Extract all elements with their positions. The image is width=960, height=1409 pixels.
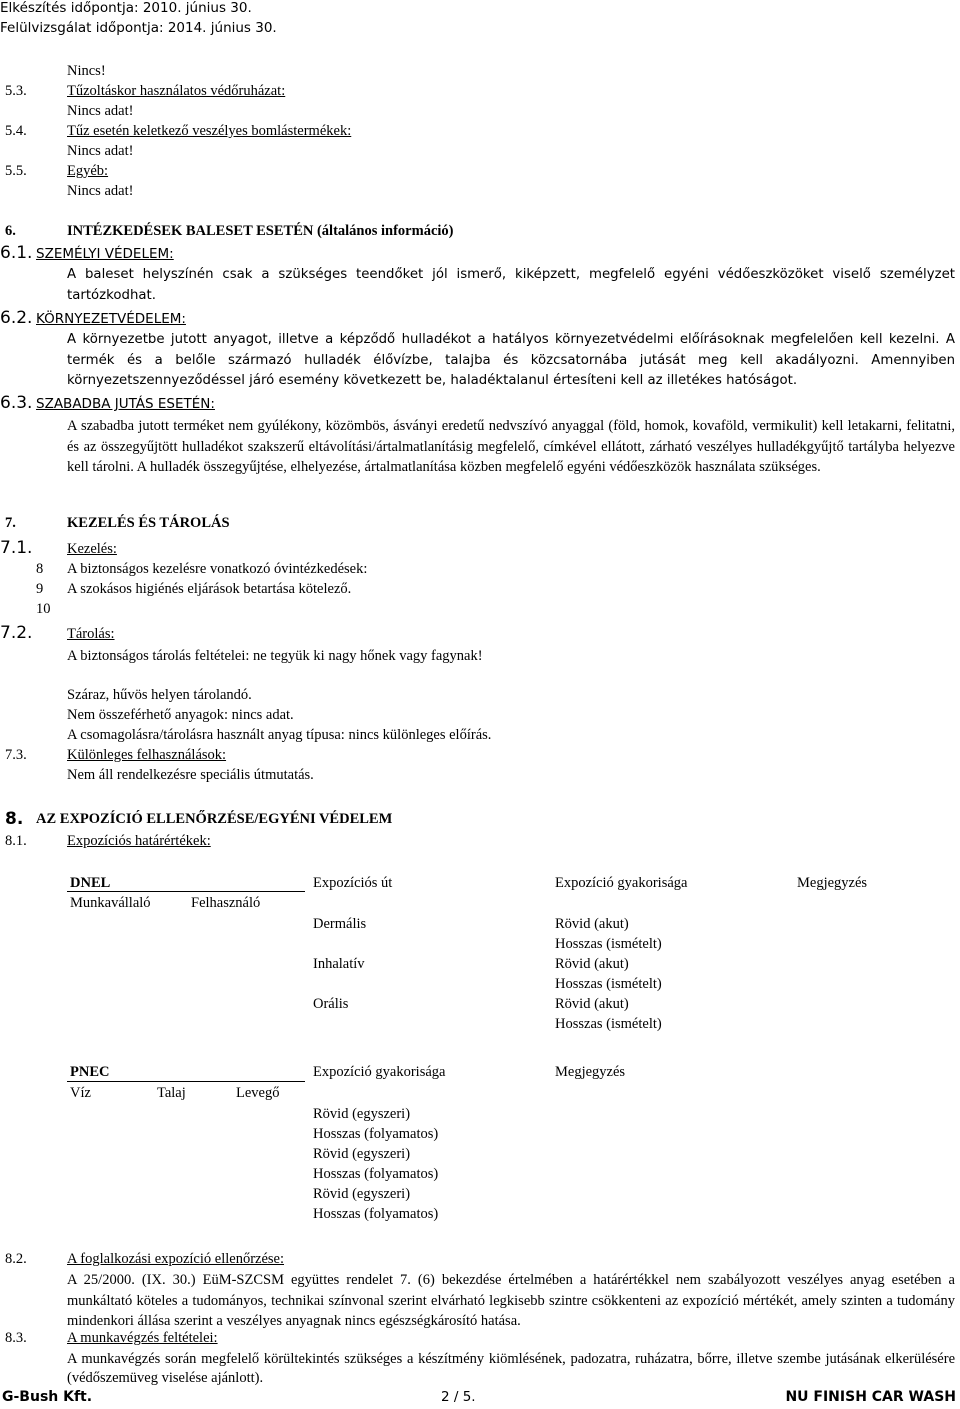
- pnec-sub-soil: Talaj: [157, 1085, 186, 1101]
- pnec-frequency-short: Rövid (egyszeri): [313, 1146, 411, 1162]
- s6-2-title: KÖRNYEZETVÉDELEM:: [36, 311, 186, 327]
- s5-4-number: 5.4.: [5, 123, 27, 139]
- s7-title: KEZELÉS ÉS TÁROLÁS: [67, 515, 230, 531]
- s7-number: 7.: [5, 515, 16, 531]
- s5-5-number: 5.5.: [5, 163, 27, 179]
- s7-1-number: 7.1.: [0, 538, 33, 558]
- s7-2-line4: A csomagolásra/tárolásra használt anyag típusa: nincs különleges előírás.: [67, 727, 492, 743]
- dnel-frequency-short: Rövid (akut): [555, 956, 629, 972]
- s7-2-title: Tárolás:: [67, 626, 115, 642]
- pnec-frequency-short: Rövid (egyszeri): [313, 1106, 411, 1122]
- s7-3-number: 7.3.: [5, 747, 27, 763]
- dnel-frequency-long: Hosszas (ismételt): [555, 1016, 662, 1032]
- footer-company: G-Bush Kft.: [2, 1389, 93, 1405]
- s7-2-line1: A biztonságos tárolás feltételei: ne tegyük ki nagy hőnek vagy fagynak!: [67, 648, 483, 664]
- s7-3-text: Nem áll rendelkezésre speciális útmutatás.: [67, 767, 314, 783]
- s8-3-number: 8.3.: [5, 1330, 27, 1346]
- s5-5-title: Egyéb:: [67, 163, 109, 179]
- s5-5-value: Nincs adat!: [67, 183, 134, 199]
- dnel-col-route: Expozíciós út: [313, 875, 393, 891]
- s6-1-text: A baleset helyszínén csak a szükséges teendőket jól ismerő, kiképzett, megfelelő egyéni védőeszközöket viselő személyzet tartózkodhat.: [67, 267, 955, 303]
- s6-1-title: SZEMÉLYI VÉDELEM:: [36, 246, 174, 262]
- pnec-sub-air: Levegő: [236, 1085, 280, 1101]
- revised-date: Felülvizsgálat időpontja: 2014. június 30.: [0, 20, 277, 36]
- s6-3-title: SZABADBA JUTÁS ESETÉN:: [36, 396, 215, 412]
- s7-2-line2: Száraz, hűvös helyen tárolandó.: [67, 687, 252, 703]
- s7-1-line-number: 10: [36, 601, 51, 617]
- dnel-route: Inhalatív: [313, 956, 365, 972]
- footer-page-number: 2 / 5.: [441, 1389, 476, 1405]
- s8-2-title: A foglalkozási expozíció ellenőrzése:: [67, 1251, 285, 1267]
- s7-2-number: 7.2.: [0, 623, 33, 643]
- s8-3-title: A munkavégzés feltételei:: [67, 1330, 218, 1346]
- s6-2-text: A környezetbe jutott anyagot, illetve a képződő hulladékot a hatályos környezetvédelmi előírásoknak megfelelően kell kezelni. A termék és a belőle származó hulladék élővízbe, talajba és közcsatornába jutását meg kell akadályozni. Amennyiben környezetszennyeződéssel járó esemény következett be, haladéktalanul értesíteni kell az illetékes hatóságot.: [67, 332, 955, 389]
- s5-4-value: Nincs adat!: [67, 143, 134, 159]
- pnec-title: PNEC: [70, 1064, 110, 1080]
- s7-2-line3: Nem összeférhető anyagok: nincs adat.: [67, 707, 294, 723]
- dnel-sub-worker: Munkavállaló: [70, 895, 151, 911]
- s7-1-line: A szokásos higiénés eljárások betartása kötelező.: [67, 581, 352, 597]
- pnec-frequency-long: Hosszas (folyamatos): [313, 1166, 439, 1182]
- dnel-route: Orális: [313, 996, 349, 1012]
- dnel-frequency-short: Rövid (akut): [555, 996, 629, 1012]
- s8-1-title: Expozíciós határértékek:: [67, 833, 211, 849]
- created-date: Elkészítés időpontja: 2010. június 30.: [0, 0, 252, 16]
- s6-1-number: 6.1.: [0, 243, 33, 263]
- dnel-col-note: Megjegyzés: [797, 875, 868, 891]
- s7-1-line-number: 9: [36, 581, 44, 597]
- s5-3-number: 5.3.: [5, 83, 27, 99]
- dnel-frequency-short: Rövid (akut): [555, 916, 629, 932]
- s5-first-line: Nincs!: [67, 63, 106, 79]
- s5-3-value: Nincs adat!: [67, 103, 134, 119]
- pnec-frequency-long: Hosszas (folyamatos): [313, 1206, 439, 1222]
- s7-3-title: Különleges felhasználások:: [67, 747, 227, 763]
- pnec-sub-water: Víz: [70, 1085, 91, 1101]
- s7-1-line: A biztonságos kezelésre vonatkozó óvintézkedések:: [67, 561, 368, 577]
- dnel-frequency-long: Hosszas (ismételt): [555, 936, 662, 952]
- dnel-title: DNEL: [70, 875, 111, 891]
- dnel-sub-user: Felhasználó: [191, 895, 261, 911]
- s8-number: 8.: [5, 809, 24, 829]
- s6-3-number: 6.3.: [0, 393, 33, 413]
- s6-2-number: 6.2.: [0, 308, 33, 328]
- pnec-frequency-short: Rövid (egyszeri): [313, 1186, 411, 1202]
- pnec-col-frequency: Expozíció gyakorisága: [313, 1064, 446, 1080]
- s8-title: AZ EXPOZÍCIÓ ELLENŐRZÉSE/EGYÉNI VÉDELEM: [36, 811, 393, 827]
- dnel-route: Dermális: [313, 916, 367, 932]
- s6-3-text: A szabadba jutott terméket nem gyúlékony, közömbös, ásványi eredetű nedvszívó anyaggal (föld, homok, kovaföld, vermikulit) kell letakarni, felitatni, és az összegyűjtött hulladékot szakszerű eltávolítási/ártalmatlanításig megfelelő, címkével ellátott, zárható veszélyes hulladékgyűjtő tartályba helyezve kell tárolni. A hulladék összegyűjtése, elhelyezése, ártalmatlanítása közben megfelelő egyéni védőeszközök használata szükséges.: [67, 418, 955, 475]
- s8-3-text: A munkavégzés során megfelelő körültekintés szükséges a készítmény kiömlésének, padozatra, ruházatra, bőrre, illetve szembe jutásának elkerülésére (védőszemüveg viselése ajánlott).: [67, 1351, 955, 1386]
- pnec-divider: [67, 1081, 305, 1082]
- pnec-frequency-long: Hosszas (folyamatos): [313, 1126, 439, 1142]
- footer-product: NU FINISH CAR WASH: [785, 1389, 956, 1405]
- s6-number: 6.: [5, 223, 16, 239]
- dnel-divider: [67, 891, 305, 892]
- s7-1-line-number: 8: [36, 561, 44, 577]
- s6-title: INTÉZKEDÉSEK BALESET ESETÉN (általános információ): [67, 223, 454, 239]
- dnel-col-frequency: Expozíció gyakorisága: [555, 875, 688, 891]
- s5-3-title: Tűzoltáskor használatos védőruházat:: [67, 83, 286, 99]
- pnec-col-note: Megjegyzés: [555, 1064, 626, 1080]
- s8-2-number: 8.2.: [5, 1251, 27, 1267]
- s8-1-number: 8.1.: [5, 833, 27, 849]
- s7-1-title: Kezelés:: [67, 541, 117, 557]
- s5-4-title: Tűz esetén keletkező veszélyes bomlástermékek:: [67, 123, 352, 139]
- dnel-frequency-long: Hosszas (ismételt): [555, 976, 662, 992]
- s8-2-text: A 25/2000. (IX. 30.) EüM-SZCSM együttes rendelet 7. (6) bekezdése értelmében a határértékkel nem szabályozott veszélyes anyag esetében a munkáltató köteles a tudományos, technikai színvonal szerint elvárható legkisebb szintre csökkenteni az expozíció mértékét, amely szinten a tudomány mindenkori állása szerint a veszélyes anyagnak nincs egészségkárosító hatása.: [67, 1272, 955, 1329]
